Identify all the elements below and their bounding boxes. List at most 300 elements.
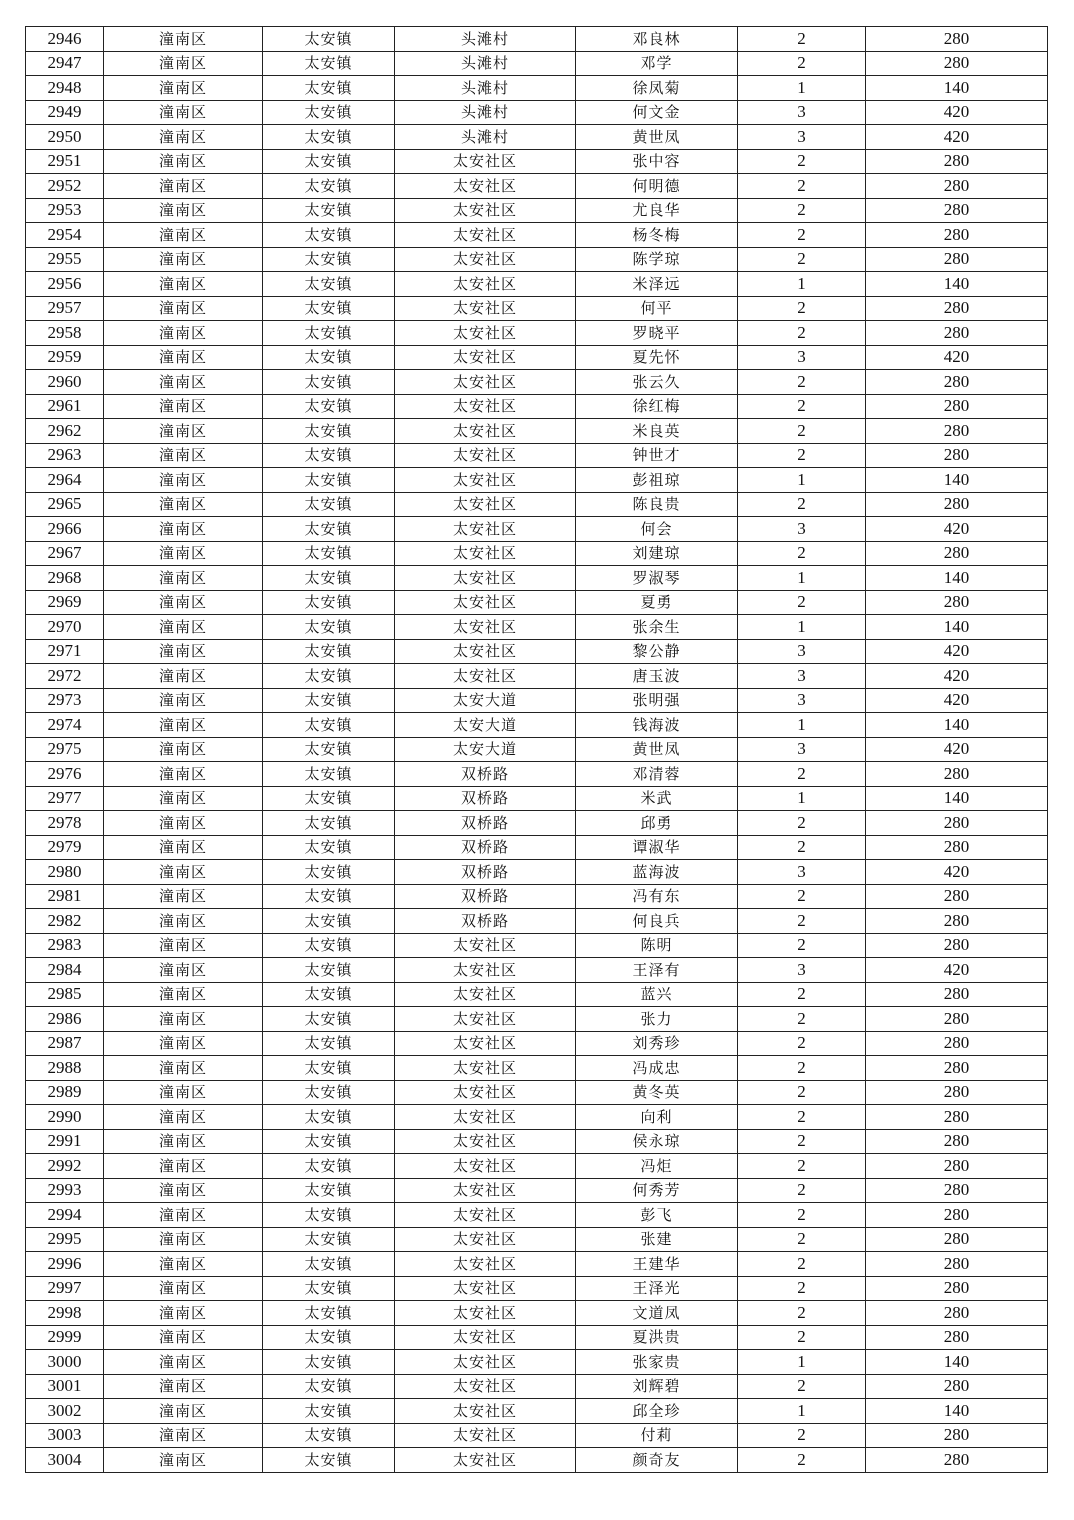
household-count-cell: 2 xyxy=(738,1325,866,1350)
village-cell: 太安社区 xyxy=(395,296,576,321)
name-cell: 米泽远 xyxy=(576,272,738,297)
name-cell: 黎公静 xyxy=(576,639,738,664)
district-cell: 潼南区 xyxy=(104,958,263,983)
village-cell: 太安大道 xyxy=(395,713,576,738)
town-cell: 太安镇 xyxy=(263,1056,395,1081)
table-row xyxy=(26,247,1048,272)
household-count-cell: 2 xyxy=(738,1423,866,1448)
town-cell: 太安镇 xyxy=(263,933,395,958)
village-cell: 太安社区 xyxy=(395,1105,576,1130)
amount-cell: 280 xyxy=(866,370,1048,395)
name-cell: 邓清蓉 xyxy=(576,762,738,787)
household-count-cell: 2 xyxy=(738,884,866,909)
table-row xyxy=(26,860,1048,885)
table-row xyxy=(26,1129,1048,1154)
household-count-cell: 2 xyxy=(738,1154,866,1179)
village-cell: 太安社区 xyxy=(395,541,576,566)
name-cell: 何明德 xyxy=(576,174,738,199)
table-row xyxy=(26,1374,1048,1399)
amount-cell: 280 xyxy=(866,492,1048,517)
village-cell: 太安社区 xyxy=(395,198,576,223)
district-cell: 潼南区 xyxy=(104,1276,263,1301)
district-cell: 潼南区 xyxy=(104,51,263,76)
household-count-cell: 2 xyxy=(738,1007,866,1032)
town-cell: 太安镇 xyxy=(263,51,395,76)
serial-number-cell: 2986 xyxy=(26,1007,104,1032)
district-cell: 潼南区 xyxy=(104,590,263,615)
table-row xyxy=(26,835,1048,860)
serial-number-cell: 2947 xyxy=(26,51,104,76)
amount-cell: 140 xyxy=(866,786,1048,811)
village-cell: 头滩村 xyxy=(395,100,576,125)
village-cell: 太安社区 xyxy=(395,247,576,272)
village-cell: 太安社区 xyxy=(395,1325,576,1350)
table-row xyxy=(26,321,1048,346)
table-row xyxy=(26,590,1048,615)
village-cell: 太安社区 xyxy=(395,566,576,591)
serial-number-cell: 2971 xyxy=(26,639,104,664)
name-cell: 向利 xyxy=(576,1105,738,1130)
serial-number-cell: 2959 xyxy=(26,345,104,370)
serial-number-cell: 2994 xyxy=(26,1203,104,1228)
district-cell: 潼南区 xyxy=(104,1203,263,1228)
household-count-cell: 2 xyxy=(738,1203,866,1228)
village-cell: 太安社区 xyxy=(395,492,576,517)
amount-cell: 140 xyxy=(866,1350,1048,1375)
name-cell: 陈明 xyxy=(576,933,738,958)
household-count-cell: 2 xyxy=(738,1448,866,1473)
amount-cell: 420 xyxy=(866,958,1048,983)
town-cell: 太安镇 xyxy=(263,737,395,762)
name-cell: 邓良林 xyxy=(576,27,738,52)
name-cell: 张中容 xyxy=(576,149,738,174)
town-cell: 太安镇 xyxy=(263,321,395,346)
table-row xyxy=(26,664,1048,689)
table-row xyxy=(26,370,1048,395)
town-cell: 太安镇 xyxy=(263,174,395,199)
district-cell: 潼南区 xyxy=(104,933,263,958)
name-cell: 夏勇 xyxy=(576,590,738,615)
town-cell: 太安镇 xyxy=(263,786,395,811)
amount-cell: 420 xyxy=(866,664,1048,689)
village-cell: 太安社区 xyxy=(395,345,576,370)
name-cell: 王建华 xyxy=(576,1252,738,1277)
name-cell: 何会 xyxy=(576,517,738,542)
village-cell: 太安社区 xyxy=(395,1301,576,1326)
household-count-cell: 1 xyxy=(738,1399,866,1424)
amount-cell: 420 xyxy=(866,100,1048,125)
name-cell: 张力 xyxy=(576,1007,738,1032)
serial-number-cell: 2964 xyxy=(26,468,104,493)
village-cell: 双桥路 xyxy=(395,835,576,860)
name-cell: 徐凤菊 xyxy=(576,76,738,101)
village-cell: 头滩村 xyxy=(395,27,576,52)
village-cell: 太安社区 xyxy=(395,394,576,419)
amount-cell: 280 xyxy=(866,1129,1048,1154)
name-cell: 王泽有 xyxy=(576,958,738,983)
household-count-cell: 2 xyxy=(738,1080,866,1105)
table-row xyxy=(26,1325,1048,1350)
amount-cell: 280 xyxy=(866,1080,1048,1105)
village-cell: 太安社区 xyxy=(395,1203,576,1228)
table-row xyxy=(26,100,1048,125)
town-cell: 太安镇 xyxy=(263,1301,395,1326)
amount-cell: 280 xyxy=(866,1154,1048,1179)
serial-number-cell: 2979 xyxy=(26,835,104,860)
table-row xyxy=(26,1448,1048,1473)
serial-number-cell: 2975 xyxy=(26,737,104,762)
district-cell: 潼南区 xyxy=(104,1056,263,1081)
household-count-cell: 2 xyxy=(738,419,866,444)
household-count-cell: 2 xyxy=(738,1056,866,1081)
town-cell: 太安镇 xyxy=(263,1325,395,1350)
district-cell: 潼南区 xyxy=(104,1178,263,1203)
table-row xyxy=(26,639,1048,664)
name-cell: 陈良贵 xyxy=(576,492,738,517)
household-count-cell: 3 xyxy=(738,688,866,713)
town-cell: 太安镇 xyxy=(263,1423,395,1448)
town-cell: 太安镇 xyxy=(263,541,395,566)
amount-cell: 420 xyxy=(866,125,1048,150)
household-count-cell: 2 xyxy=(738,247,866,272)
serial-number-cell: 2968 xyxy=(26,566,104,591)
district-cell: 潼南区 xyxy=(104,982,263,1007)
household-count-cell: 2 xyxy=(738,541,866,566)
serial-number-cell: 2990 xyxy=(26,1105,104,1130)
district-cell: 潼南区 xyxy=(104,639,263,664)
district-cell: 潼南区 xyxy=(104,835,263,860)
village-cell: 太安社区 xyxy=(395,933,576,958)
table-row xyxy=(26,174,1048,199)
serial-number-cell: 2948 xyxy=(26,76,104,101)
table-row xyxy=(26,394,1048,419)
amount-cell: 280 xyxy=(866,884,1048,909)
household-count-cell: 2 xyxy=(738,762,866,787)
table-row xyxy=(26,713,1048,738)
town-cell: 太安镇 xyxy=(263,909,395,934)
town-cell: 太安镇 xyxy=(263,198,395,223)
district-cell: 潼南区 xyxy=(104,296,263,321)
village-cell: 太安社区 xyxy=(395,1423,576,1448)
table-row xyxy=(26,1031,1048,1056)
district-cell: 潼南区 xyxy=(104,860,263,885)
name-cell: 陈学琼 xyxy=(576,247,738,272)
town-cell: 太安镇 xyxy=(263,27,395,52)
amount-cell: 280 xyxy=(866,1374,1048,1399)
table-row xyxy=(26,615,1048,640)
name-cell: 夏洪贵 xyxy=(576,1325,738,1350)
town-cell: 太安镇 xyxy=(263,664,395,689)
table-row xyxy=(26,909,1048,934)
town-cell: 太安镇 xyxy=(263,1252,395,1277)
serial-number-cell: 2957 xyxy=(26,296,104,321)
district-cell: 潼南区 xyxy=(104,1105,263,1130)
village-cell: 头滩村 xyxy=(395,76,576,101)
name-cell: 唐玉波 xyxy=(576,664,738,689)
village-cell: 头滩村 xyxy=(395,51,576,76)
serial-number-cell: 2954 xyxy=(26,223,104,248)
name-cell: 谭淑华 xyxy=(576,835,738,860)
district-cell: 潼南区 xyxy=(104,468,263,493)
household-count-cell: 2 xyxy=(738,296,866,321)
serial-number-cell: 2972 xyxy=(26,664,104,689)
district-cell: 潼南区 xyxy=(104,909,263,934)
household-count-cell: 2 xyxy=(738,811,866,836)
town-cell: 太安镇 xyxy=(263,884,395,909)
village-cell: 太安大道 xyxy=(395,688,576,713)
table-row xyxy=(26,811,1048,836)
serial-number-cell: 2956 xyxy=(26,272,104,297)
amount-cell: 280 xyxy=(866,1227,1048,1252)
village-cell: 太安社区 xyxy=(395,272,576,297)
amount-cell: 280 xyxy=(866,1252,1048,1277)
serial-number-cell: 2963 xyxy=(26,443,104,468)
town-cell: 太安镇 xyxy=(263,1203,395,1228)
name-cell: 黄世凤 xyxy=(576,125,738,150)
table-row xyxy=(26,1301,1048,1326)
household-count-cell: 2 xyxy=(738,1129,866,1154)
table-row xyxy=(26,933,1048,958)
household-count-cell: 1 xyxy=(738,1350,866,1375)
household-count-cell: 1 xyxy=(738,272,866,297)
village-cell: 太安社区 xyxy=(395,639,576,664)
name-cell: 蓝海波 xyxy=(576,860,738,885)
district-cell: 潼南区 xyxy=(104,762,263,787)
amount-cell: 280 xyxy=(866,1178,1048,1203)
household-count-cell: 2 xyxy=(738,1252,866,1277)
amount-cell: 280 xyxy=(866,51,1048,76)
village-cell: 太安大道 xyxy=(395,737,576,762)
name-cell: 罗淑琴 xyxy=(576,566,738,591)
table-row xyxy=(26,1056,1048,1081)
household-count-cell: 3 xyxy=(738,100,866,125)
town-cell: 太安镇 xyxy=(263,762,395,787)
serial-number-cell: 2969 xyxy=(26,590,104,615)
household-count-cell: 2 xyxy=(738,27,866,52)
name-cell: 黄冬英 xyxy=(576,1080,738,1105)
town-cell: 太安镇 xyxy=(263,443,395,468)
amount-cell: 140 xyxy=(866,566,1048,591)
table-row xyxy=(26,1178,1048,1203)
household-count-cell: 3 xyxy=(738,517,866,542)
serial-number-cell: 2970 xyxy=(26,615,104,640)
district-cell: 潼南区 xyxy=(104,566,263,591)
amount-cell: 280 xyxy=(866,1203,1048,1228)
name-cell: 罗晓平 xyxy=(576,321,738,346)
district-cell: 潼南区 xyxy=(104,370,263,395)
village-cell: 太安社区 xyxy=(395,1227,576,1252)
district-cell: 潼南区 xyxy=(104,688,263,713)
table-row xyxy=(26,1252,1048,1277)
town-cell: 太安镇 xyxy=(263,1007,395,1032)
serial-number-cell: 2946 xyxy=(26,27,104,52)
serial-number-cell: 2995 xyxy=(26,1227,104,1252)
district-cell: 潼南区 xyxy=(104,492,263,517)
town-cell: 太安镇 xyxy=(263,272,395,297)
household-count-cell: 3 xyxy=(738,664,866,689)
amount-cell: 280 xyxy=(866,909,1048,934)
household-count-cell: 2 xyxy=(738,149,866,174)
name-cell: 付莉 xyxy=(576,1423,738,1448)
name-cell: 颜奇友 xyxy=(576,1448,738,1473)
village-cell: 双桥路 xyxy=(395,860,576,885)
district-cell: 潼南区 xyxy=(104,27,263,52)
town-cell: 太安镇 xyxy=(263,419,395,444)
district-cell: 潼南区 xyxy=(104,149,263,174)
serial-number-cell: 3004 xyxy=(26,1448,104,1473)
town-cell: 太安镇 xyxy=(263,125,395,150)
town-cell: 太安镇 xyxy=(263,149,395,174)
serial-number-cell: 2965 xyxy=(26,492,104,517)
serial-number-cell: 2993 xyxy=(26,1178,104,1203)
table-row xyxy=(26,51,1048,76)
district-cell: 潼南区 xyxy=(104,1423,263,1448)
district-cell: 潼南区 xyxy=(104,811,263,836)
district-cell: 潼南区 xyxy=(104,125,263,150)
district-cell: 潼南区 xyxy=(104,174,263,199)
district-cell: 潼南区 xyxy=(104,345,263,370)
district-cell: 潼南区 xyxy=(104,713,263,738)
household-count-cell: 1 xyxy=(738,566,866,591)
amount-cell: 280 xyxy=(866,1007,1048,1032)
district-cell: 潼南区 xyxy=(104,737,263,762)
table-row xyxy=(26,468,1048,493)
town-cell: 太安镇 xyxy=(263,394,395,419)
serial-number-cell: 2984 xyxy=(26,958,104,983)
table-row xyxy=(26,884,1048,909)
district-cell: 潼南区 xyxy=(104,100,263,125)
household-count-cell: 3 xyxy=(738,737,866,762)
town-cell: 太安镇 xyxy=(263,1448,395,1473)
household-count-cell: 2 xyxy=(738,909,866,934)
household-count-cell: 2 xyxy=(738,370,866,395)
district-cell: 潼南区 xyxy=(104,1031,263,1056)
amount-cell: 280 xyxy=(866,1423,1048,1448)
name-cell: 尤良华 xyxy=(576,198,738,223)
household-count-cell: 2 xyxy=(738,492,866,517)
serial-number-cell: 3000 xyxy=(26,1350,104,1375)
amount-cell: 280 xyxy=(866,590,1048,615)
table-row xyxy=(26,345,1048,370)
household-count-cell: 2 xyxy=(738,982,866,1007)
town-cell: 太安镇 xyxy=(263,1399,395,1424)
name-cell: 何平 xyxy=(576,296,738,321)
name-cell: 米武 xyxy=(576,786,738,811)
serial-number-cell: 2981 xyxy=(26,884,104,909)
serial-number-cell: 2961 xyxy=(26,394,104,419)
household-count-cell: 3 xyxy=(738,860,866,885)
village-cell: 太安社区 xyxy=(395,149,576,174)
town-cell: 太安镇 xyxy=(263,615,395,640)
town-cell: 太安镇 xyxy=(263,345,395,370)
serial-number-cell: 2955 xyxy=(26,247,104,272)
amount-cell: 420 xyxy=(866,639,1048,664)
amount-cell: 280 xyxy=(866,762,1048,787)
amount-cell: 280 xyxy=(866,982,1048,1007)
district-cell: 潼南区 xyxy=(104,786,263,811)
district-cell: 潼南区 xyxy=(104,1448,263,1473)
amount-cell: 280 xyxy=(866,1448,1048,1473)
serial-number-cell: 2973 xyxy=(26,688,104,713)
table-body xyxy=(26,27,1048,1473)
serial-number-cell: 2949 xyxy=(26,100,104,125)
table-row xyxy=(26,1105,1048,1130)
table-row xyxy=(26,1350,1048,1375)
table-row xyxy=(26,149,1048,174)
village-cell: 太安社区 xyxy=(395,1007,576,1032)
town-cell: 太安镇 xyxy=(263,223,395,248)
town-cell: 太安镇 xyxy=(263,639,395,664)
name-cell: 张云久 xyxy=(576,370,738,395)
serial-number-cell: 2998 xyxy=(26,1301,104,1326)
amount-cell: 280 xyxy=(866,835,1048,860)
amount-cell: 420 xyxy=(866,860,1048,885)
serial-number-cell: 2967 xyxy=(26,541,104,566)
town-cell: 太安镇 xyxy=(263,811,395,836)
amount-cell: 280 xyxy=(866,223,1048,248)
district-cell: 潼南区 xyxy=(104,1252,263,1277)
name-cell: 夏先怀 xyxy=(576,345,738,370)
household-count-cell: 2 xyxy=(738,394,866,419)
serial-number-cell: 2991 xyxy=(26,1129,104,1154)
town-cell: 太安镇 xyxy=(263,296,395,321)
village-cell: 双桥路 xyxy=(395,762,576,787)
town-cell: 太安镇 xyxy=(263,713,395,738)
name-cell: 钟世才 xyxy=(576,443,738,468)
amount-cell: 280 xyxy=(866,1325,1048,1350)
household-count-cell: 2 xyxy=(738,1227,866,1252)
serial-number-cell: 2976 xyxy=(26,762,104,787)
village-cell: 太安社区 xyxy=(395,1056,576,1081)
town-cell: 太安镇 xyxy=(263,1350,395,1375)
name-cell: 冯成忠 xyxy=(576,1056,738,1081)
village-cell: 双桥路 xyxy=(395,811,576,836)
village-cell: 太安社区 xyxy=(395,1031,576,1056)
household-count-cell: 2 xyxy=(738,835,866,860)
amount-cell: 140 xyxy=(866,76,1048,101)
household-count-cell: 2 xyxy=(738,590,866,615)
household-count-cell: 2 xyxy=(738,1374,866,1399)
amount-cell: 420 xyxy=(866,737,1048,762)
town-cell: 太安镇 xyxy=(263,1105,395,1130)
amount-cell: 280 xyxy=(866,394,1048,419)
village-cell: 太安社区 xyxy=(395,1129,576,1154)
household-count-cell: 2 xyxy=(738,174,866,199)
table-row xyxy=(26,296,1048,321)
name-cell: 杨冬梅 xyxy=(576,223,738,248)
town-cell: 太安镇 xyxy=(263,590,395,615)
amount-cell: 280 xyxy=(866,321,1048,346)
table-row xyxy=(26,27,1048,52)
district-cell: 潼南区 xyxy=(104,321,263,346)
district-cell: 潼南区 xyxy=(104,1007,263,1032)
village-cell: 太安社区 xyxy=(395,443,576,468)
district-cell: 潼南区 xyxy=(104,884,263,909)
name-cell: 张家贵 xyxy=(576,1350,738,1375)
town-cell: 太安镇 xyxy=(263,517,395,542)
village-cell: 太安社区 xyxy=(395,1178,576,1203)
household-count-cell: 2 xyxy=(738,1031,866,1056)
district-cell: 潼南区 xyxy=(104,247,263,272)
town-cell: 太安镇 xyxy=(263,958,395,983)
table-row xyxy=(26,737,1048,762)
serial-number-cell: 2992 xyxy=(26,1154,104,1179)
village-cell: 太安社区 xyxy=(395,174,576,199)
village-cell: 太安社区 xyxy=(395,517,576,542)
amount-cell: 140 xyxy=(866,713,1048,738)
name-cell: 张建 xyxy=(576,1227,738,1252)
district-cell: 潼南区 xyxy=(104,1154,263,1179)
